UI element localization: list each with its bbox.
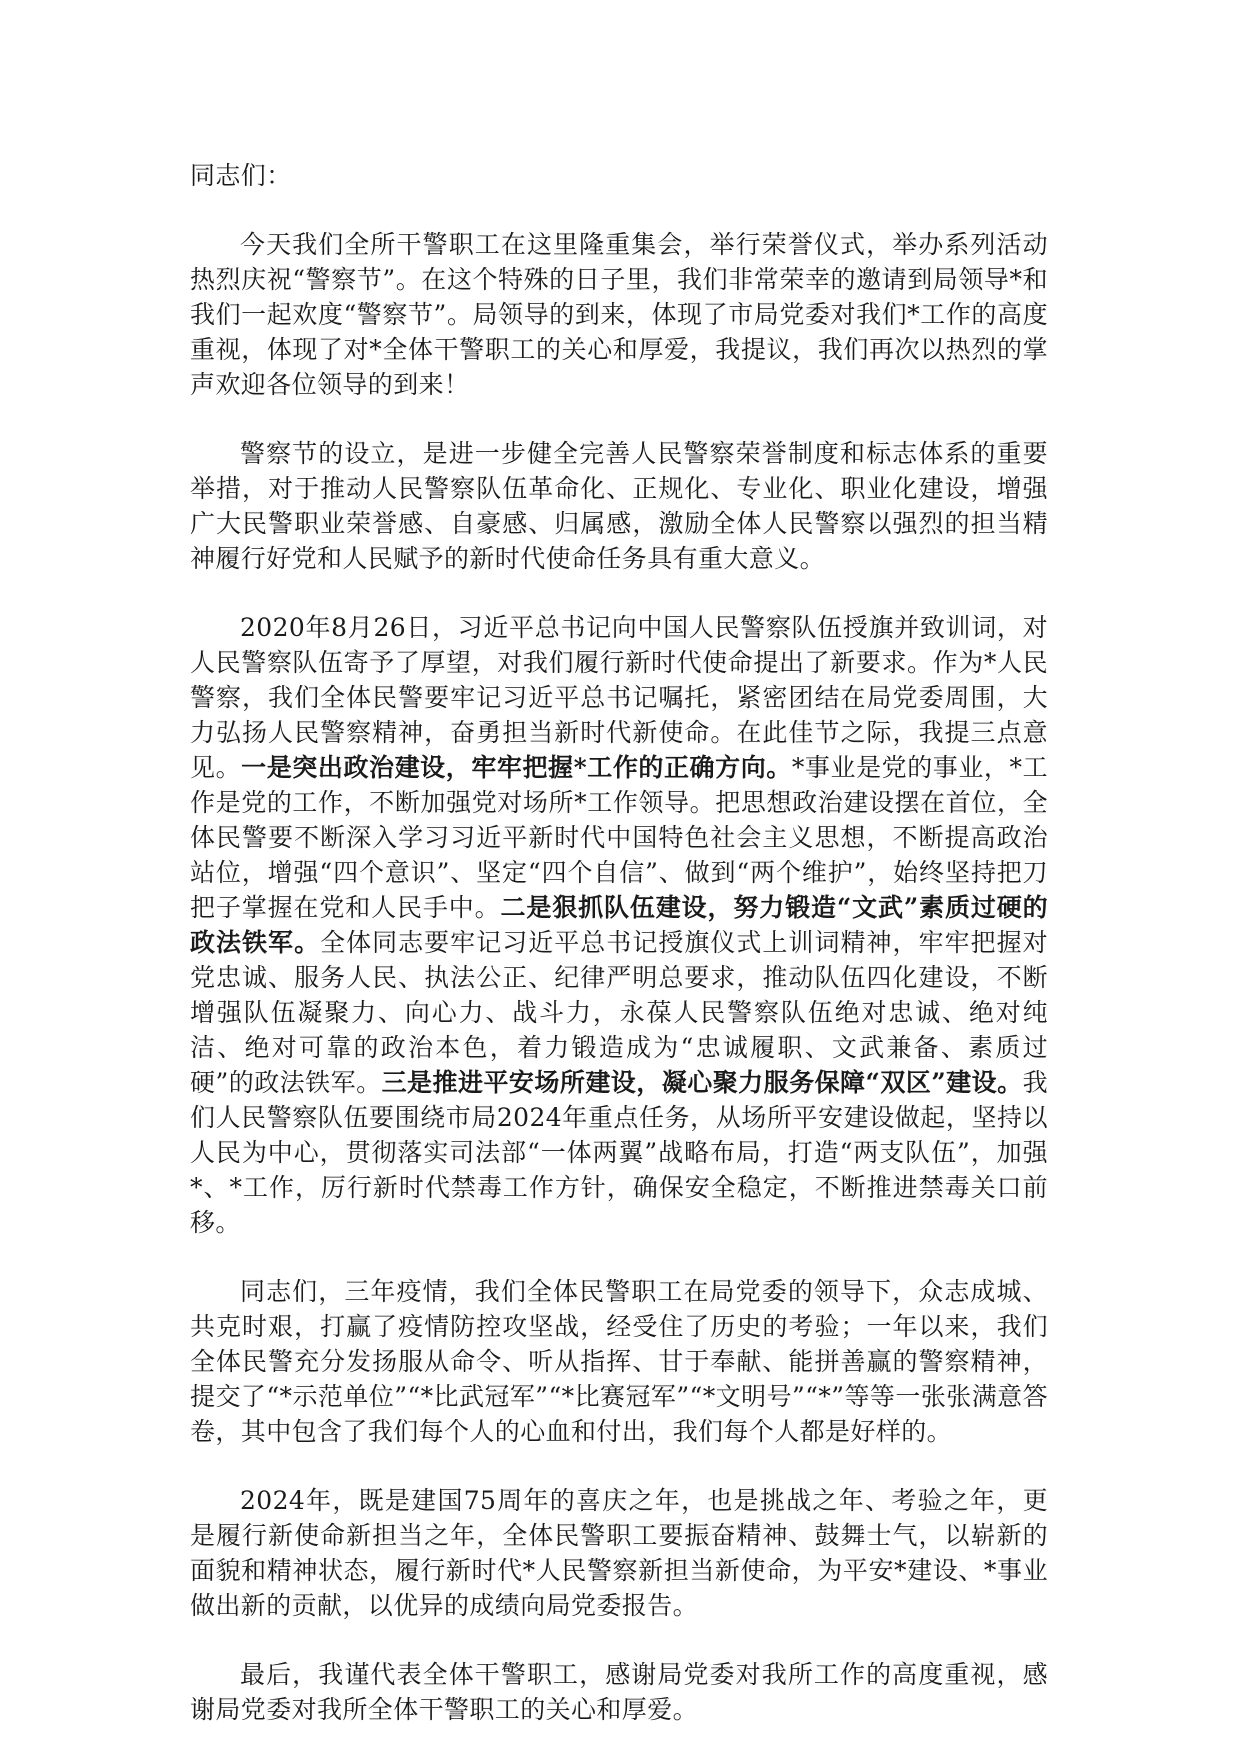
opinion-three-text: 我们人民警察队伍要围绕市局2024年重点任务，从场所平安建设做起，坚持以人民为中心，贯彻落实司法部“一体两翼”战略布局，打造“两支队伍”，加强*、*工作，厉行新时代禁毒工作方针，确保安全稳定，不断推进禁毒关口前移。 — [190, 1068, 1048, 1237]
opinion-one-text: *事业是党的事业，*工作是党的工作，不断加强党对场所*工作领导。把思想政治建设摆在首位，全体民警要不断深入学习习近平新时代中国特色社会主义思想，不断提高政治站位，增强“四个意识”、坚定“四个自信”、做到“两个维护”，始终坚持把刀把子掌握在党和人民手中。 — [190, 753, 1048, 922]
paragraph-opening: 今天我们全所干警职工在这里隆重集会，举行荣誉仪式，举办系列活动热烈庆祝“警察节”。在这个特殊的日子里，我们非常荣幸的邀请到局领导*和我们一起欢度“警察节”。局领导的到来，体现了市局党委对我们*工作的高度重视，体现了对*全体干警职工的关心和厚爱，我提议，我们再次以热烈的掌声欢迎各位领导的到来！ — [190, 230, 1048, 399]
opinions-intro-text: 2020年8月26日，习近平总书记向中国人民警察队伍授旗并致训词，对人民警察队伍寄予了厚望，对我们履行新时代使命提出了新要求。作为*人民警察，我们全体民警要牢记习近平总书记嘱托，紧密团结在局党委周围，大力弘扬人民警察精神，奋勇担当新时代新使命。在此佳节之际，我提三点意见。 — [190, 613, 1048, 782]
opinion-two-text: 全体同志要牢记习近平总书记授旗仪式上训词精神，牢牢把握对党忠诚、服务人民、执法公正、纪律严明总要求，推动队伍四化建设，不断增强队伍凝聚力、向心力、战斗力，永葆人民警察队伍绝对忠诚、绝对纯洁、绝对可靠的政治本色，着力锻造成为“忠诚履职、文武兼备、素质过硬”的政法铁军。 — [190, 928, 1048, 1097]
opinion-one-heading: 一是突出政治建设，牢牢把握*工作的正确方向。 — [241, 753, 792, 782]
paragraph-police-day-significance: 警察节的设立，是进一步健全完善人民警察荣誉制度和标志体系的重要举措，对于推动人民警察队伍革命化、正规化、专业化、职业化建设，增强广大民警职业荣誉感、自豪感、归属感，激励全体人民警察以强烈的担当精神履行好党和人民赋予的新时代使命任务具有重大意义。 — [190, 439, 1048, 573]
paragraph-achievements: 同志们，三年疫情，我们全体民警职工在局党委的领导下，众志成城、共克时艰，打赢了疫情防控攻坚战，经受住了历史的考验；一年以来，我们全体民警充分发扬服从命令、听从指挥、甘于奉献、能拼善赢的警察精神，提交了“*示范单位”“*比武冠军”“*比赛冠军”“*文明号”“*”等等一张张满意答卷，其中包含了我们每个人的心血和付出，我们每个人都是好样的。 — [190, 1277, 1048, 1446]
opinion-two-heading: 二是狠抓队伍建设，努力锻造“文武”素质过硬的政法铁军。 — [190, 893, 1048, 957]
document-body — [190, 158, 1048, 1727]
paragraph-2024-outlook: 2024年，既是建国75周年的喜庆之年，也是挑战之年、考验之年，更是履行新使命新担当之年，全体民警职工要振奋精神、鼓舞士气，以崭新的面貌和精神状态，履行新时代*人民警察新担当新使命，为平安*建设、*事业做出新的贡献，以优异的成绩向局党委报告。 — [190, 1486, 1048, 1620]
paragraph-closing: 最后，我谨代表全体干警职工，感谢局党委对我所工作的高度重视，感谢局党委对我所全体干警职工的关心和厚爱。 — [190, 1660, 1048, 1724]
paragraph-three-opinions — [190, 610, 1048, 1240]
opinion-three-heading: 三是推进平安场所建设，凝心聚力服务保障“双区”建设。 — [381, 1068, 1023, 1097]
salutation: 同志们： — [190, 161, 292, 190]
